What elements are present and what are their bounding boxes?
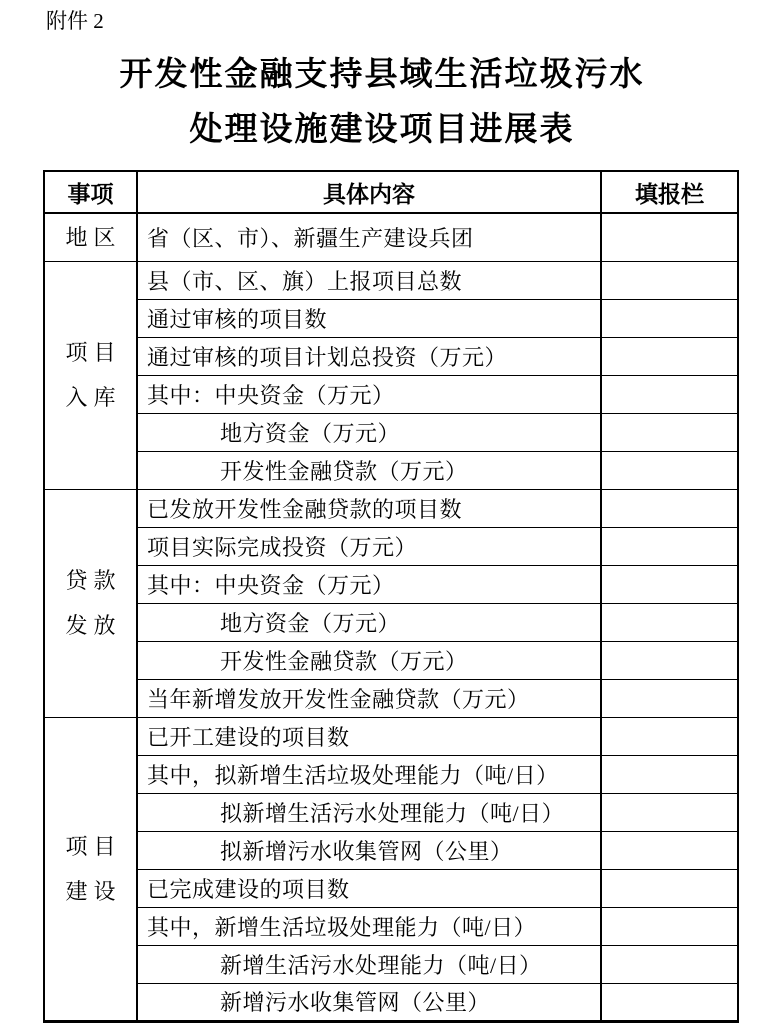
fill-cell — [601, 679, 738, 717]
fill-cell — [601, 413, 738, 451]
table-row — [44, 527, 738, 565]
fill-cell — [601, 337, 738, 375]
fill-cell — [601, 755, 738, 793]
table-row — [44, 945, 738, 983]
fill-cell — [601, 527, 738, 565]
table-row — [44, 793, 738, 831]
fill-cell — [601, 717, 738, 755]
table-row — [44, 337, 738, 375]
content-cell: 县（市、区、旗）上报项目总数 — [137, 261, 601, 299]
section-label-region: 地区 — [44, 213, 137, 261]
document-title-line2: 处理设施建设项目进展表 — [189, 110, 575, 147]
table-header-row — [44, 171, 738, 213]
column-header-item: 事项 — [44, 171, 137, 213]
content-cell: 项目实际完成投资（万元） — [137, 527, 601, 565]
fill-cell — [601, 565, 738, 603]
table-row — [44, 261, 738, 299]
table-row — [44, 565, 738, 603]
fill-cell — [601, 869, 738, 907]
content-cell: 省（区、市）、新疆生产建设兵团 — [137, 213, 601, 261]
table-row — [44, 451, 738, 489]
table-row — [44, 641, 738, 679]
content-cell: 其中，拟新增生活垃圾处理能力（吨/日） — [137, 755, 601, 793]
content-cell: 当年新增发放开发性金融贷款（万元） — [137, 679, 601, 717]
section-label-project-construction: 项目 建设 — [44, 717, 137, 1021]
content-cell: 其中，新增生活垃圾处理能力（吨/日） — [137, 907, 601, 945]
fill-cell — [601, 375, 738, 413]
fill-cell — [601, 261, 738, 299]
content-cell: 地方资金（万元） — [137, 413, 601, 451]
table-row — [44, 603, 738, 641]
content-cell: 新增污水收集管网（公里） — [137, 983, 601, 1021]
fill-cell — [601, 213, 738, 261]
fill-cell — [601, 451, 738, 489]
table-row — [44, 983, 738, 1021]
fill-cell — [601, 603, 738, 641]
content-cell: 地方资金（万元） — [137, 603, 601, 641]
fill-cell — [601, 945, 738, 983]
table-row — [44, 679, 738, 717]
table-row — [44, 717, 738, 755]
table-row — [44, 213, 738, 261]
fill-cell — [601, 831, 738, 869]
content-cell: 拟新增生活污水处理能力（吨/日） — [137, 793, 601, 831]
section-label-project-entry: 项目 入库 — [44, 261, 137, 489]
table-row — [44, 831, 738, 869]
content-cell: 通过审核的项目计划总投资（万元） — [137, 337, 601, 375]
table-row — [44, 413, 738, 451]
content-cell: 开发性金融贷款（万元） — [137, 641, 601, 679]
table-row — [44, 489, 738, 527]
progress-table — [43, 170, 739, 1023]
table-row — [44, 375, 738, 413]
content-cell: 新增生活污水处理能力（吨/日） — [137, 945, 601, 983]
content-cell: 已开工建设的项目数 — [137, 717, 601, 755]
content-cell: 其中：中央资金（万元） — [137, 375, 601, 413]
column-header-fill: 填报栏 — [601, 171, 738, 213]
content-cell: 通过审核的项目数 — [137, 299, 601, 337]
table-row — [44, 755, 738, 793]
content-cell: 拟新增污水收集管网（公里） — [137, 831, 601, 869]
fill-cell — [601, 489, 738, 527]
section-label-loan-disbursement: 贷款 发放 — [44, 489, 137, 717]
table-row — [44, 869, 738, 907]
attachment-label: 附件 2 — [46, 9, 104, 33]
column-header-content: 具体内容 — [137, 171, 601, 213]
fill-cell — [601, 641, 738, 679]
fill-cell — [601, 983, 738, 1021]
content-cell: 已发放开发性金融贷款的项目数 — [137, 489, 601, 527]
content-cell: 已完成建设的项目数 — [137, 869, 601, 907]
fill-cell — [601, 299, 738, 337]
document-title — [0, 46, 764, 156]
table-row — [44, 299, 738, 337]
content-cell: 其中：中央资金（万元） — [137, 565, 601, 603]
table-row — [44, 907, 738, 945]
fill-cell — [601, 793, 738, 831]
content-cell: 开发性金融贷款（万元） — [137, 451, 601, 489]
fill-cell — [601, 907, 738, 945]
document-title-line1: 开发性金融支持县域生活垃圾污水 — [119, 55, 645, 92]
